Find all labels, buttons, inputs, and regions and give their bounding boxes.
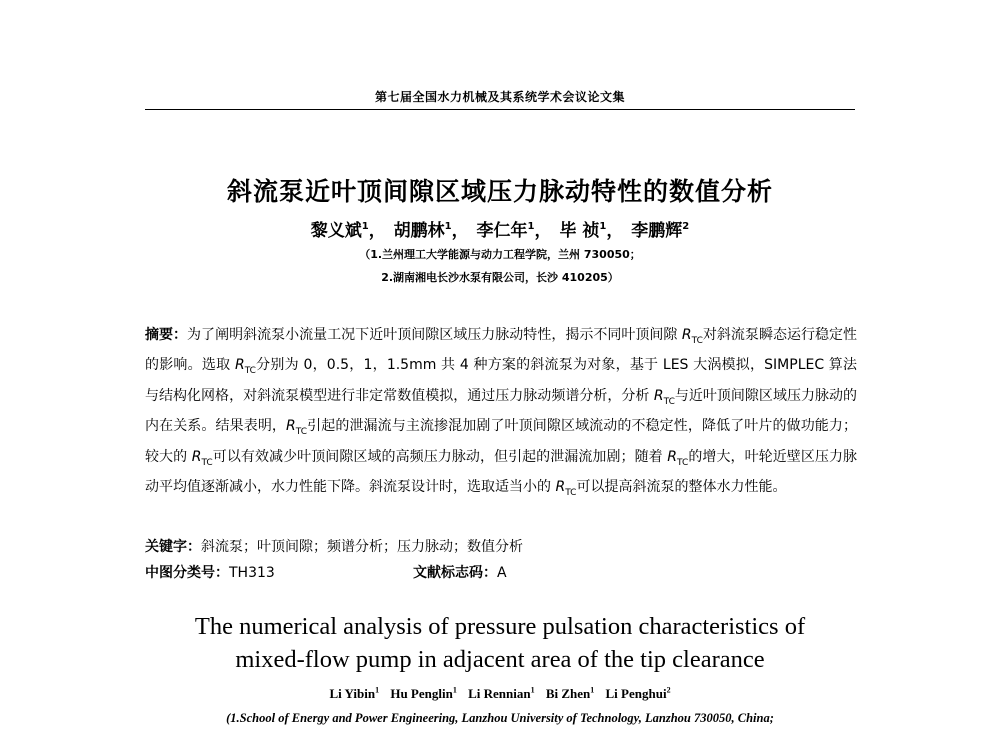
- rtc-symbol: $R_{TC}$: [667, 448, 689, 468]
- chinese-author: 李仁年$^1$，: [476, 221, 552, 241]
- chinese-authors: [0, 216, 1000, 241]
- english-affiliation: (1.School of Energy and Power Engineering, Lanzhou University of Technology, Lanzhou 730050, China;: [226, 711, 774, 725]
- abstract-text: 引起的泄漏流与主流掺混加剧了叶顶间隙区域流动的不稳定性，降低了叶片的做功能力；较大的: [145, 418, 858, 465]
- chinese-author: 毕 祯$^1$，: [559, 221, 624, 241]
- abstract-text: 为了阐明斜流泵小流量工况下近叶顶间隙区域压力脉动特性，揭示不同叶顶间隙: [187, 327, 682, 343]
- english-author: Li Penghui$^2$: [605, 686, 671, 702]
- abstract-text: 分别为 0，0.5，1，1.5mm 共 4 种方案的斜流泵为对象，基于 LES 大涡模拟，SIMPLEC 算法与结构化网格，对斜流泵模型进行非定常数值模拟，通过压力脉动频谱分析，分析: [145, 357, 858, 404]
- abstract-text: 对斜流泵瞬态运行稳定性的影响。选取: [145, 327, 858, 374]
- abstract: [145, 323, 857, 505]
- document-code-value: A: [497, 565, 507, 581]
- abstract-text: 可以提高斜流泵的整体水力性能。: [576, 478, 787, 495]
- english-title-line-1: The numerical analysis of pressure pulsation characteristics of: [194, 613, 806, 640]
- classification-label: 中图分类号：: [145, 565, 229, 581]
- chinese-title: 斜流泵近叶顶间隙区域压力脉动特性的数值分析: [226, 177, 773, 206]
- english-author: Bi Zhen$^1$: [545, 686, 595, 702]
- rtc-symbol: $R_{TC}$: [681, 327, 703, 346]
- keyword: 频谱分析；: [327, 539, 397, 555]
- keyword: 数值分析: [467, 539, 523, 555]
- chinese-author: 胡鹏林$^1$，: [393, 221, 469, 241]
- header-rule: [145, 109, 855, 110]
- rtc-symbol: $R_{TC}$: [555, 478, 577, 498]
- rtc-symbol: $R_{TC}$: [234, 357, 256, 377]
- english-authors: [0, 686, 1000, 702]
- abstract-text: 可以有效减少叶顶间隙区域的高频压力脉动，但引起的泄漏流加剧；随着: [212, 448, 668, 465]
- chinese-author: 黎义斌$^1$，: [310, 221, 386, 241]
- rtc-symbol: $R_{TC}$: [653, 387, 675, 407]
- abstract-label: 摘要：: [145, 327, 188, 343]
- chinese-affiliation-1: （1.兰州理工大学能源与动力工程学院，兰州 730050；: [359, 248, 641, 261]
- english-author: Hu Penglin$^1$: [390, 686, 457, 702]
- classification-line: [145, 562, 857, 582]
- english-author: Li Rennian$^1$: [468, 686, 535, 702]
- running-header: 第七届全国水力机械及其系统学术会议论文集: [374, 90, 625, 104]
- keyword: 压力脉动；: [397, 539, 467, 555]
- abstract-text: 的增大，叶轮近壁区压力脉动平均值逐渐减小，水力性能下降。斜流泵设计时，选取适当小的: [145, 448, 858, 495]
- english-title: [0, 610, 1000, 676]
- keyword: 叶顶间隙；: [257, 539, 327, 555]
- classification-value: TH313: [229, 565, 275, 581]
- chinese-affiliation-2: 2.湖南湘电长沙水泵有限公司，长沙 410205）: [381, 271, 619, 284]
- chinese-author: 李鹏辉$^2$: [631, 221, 690, 241]
- english-title-line-2: mixed-flow pump in adjacent area of the tip clearance: [235, 646, 765, 673]
- rtc-symbol: $R_{TC}$: [191, 448, 213, 468]
- abstract-text: 与近叶顶间隙区域压力脉动的内在关系。结果表明，: [145, 387, 858, 435]
- document-code: [413, 562, 507, 582]
- document-code-label: 文献标志码：: [413, 565, 497, 581]
- english-author: Li Yibin$^1$: [329, 686, 380, 702]
- keywords: [145, 536, 857, 556]
- keywords-label: 关键字：: [145, 539, 201, 555]
- rtc-symbol: $R_{TC}$: [286, 418, 308, 437]
- keyword: 斜流泵；: [201, 539, 257, 555]
